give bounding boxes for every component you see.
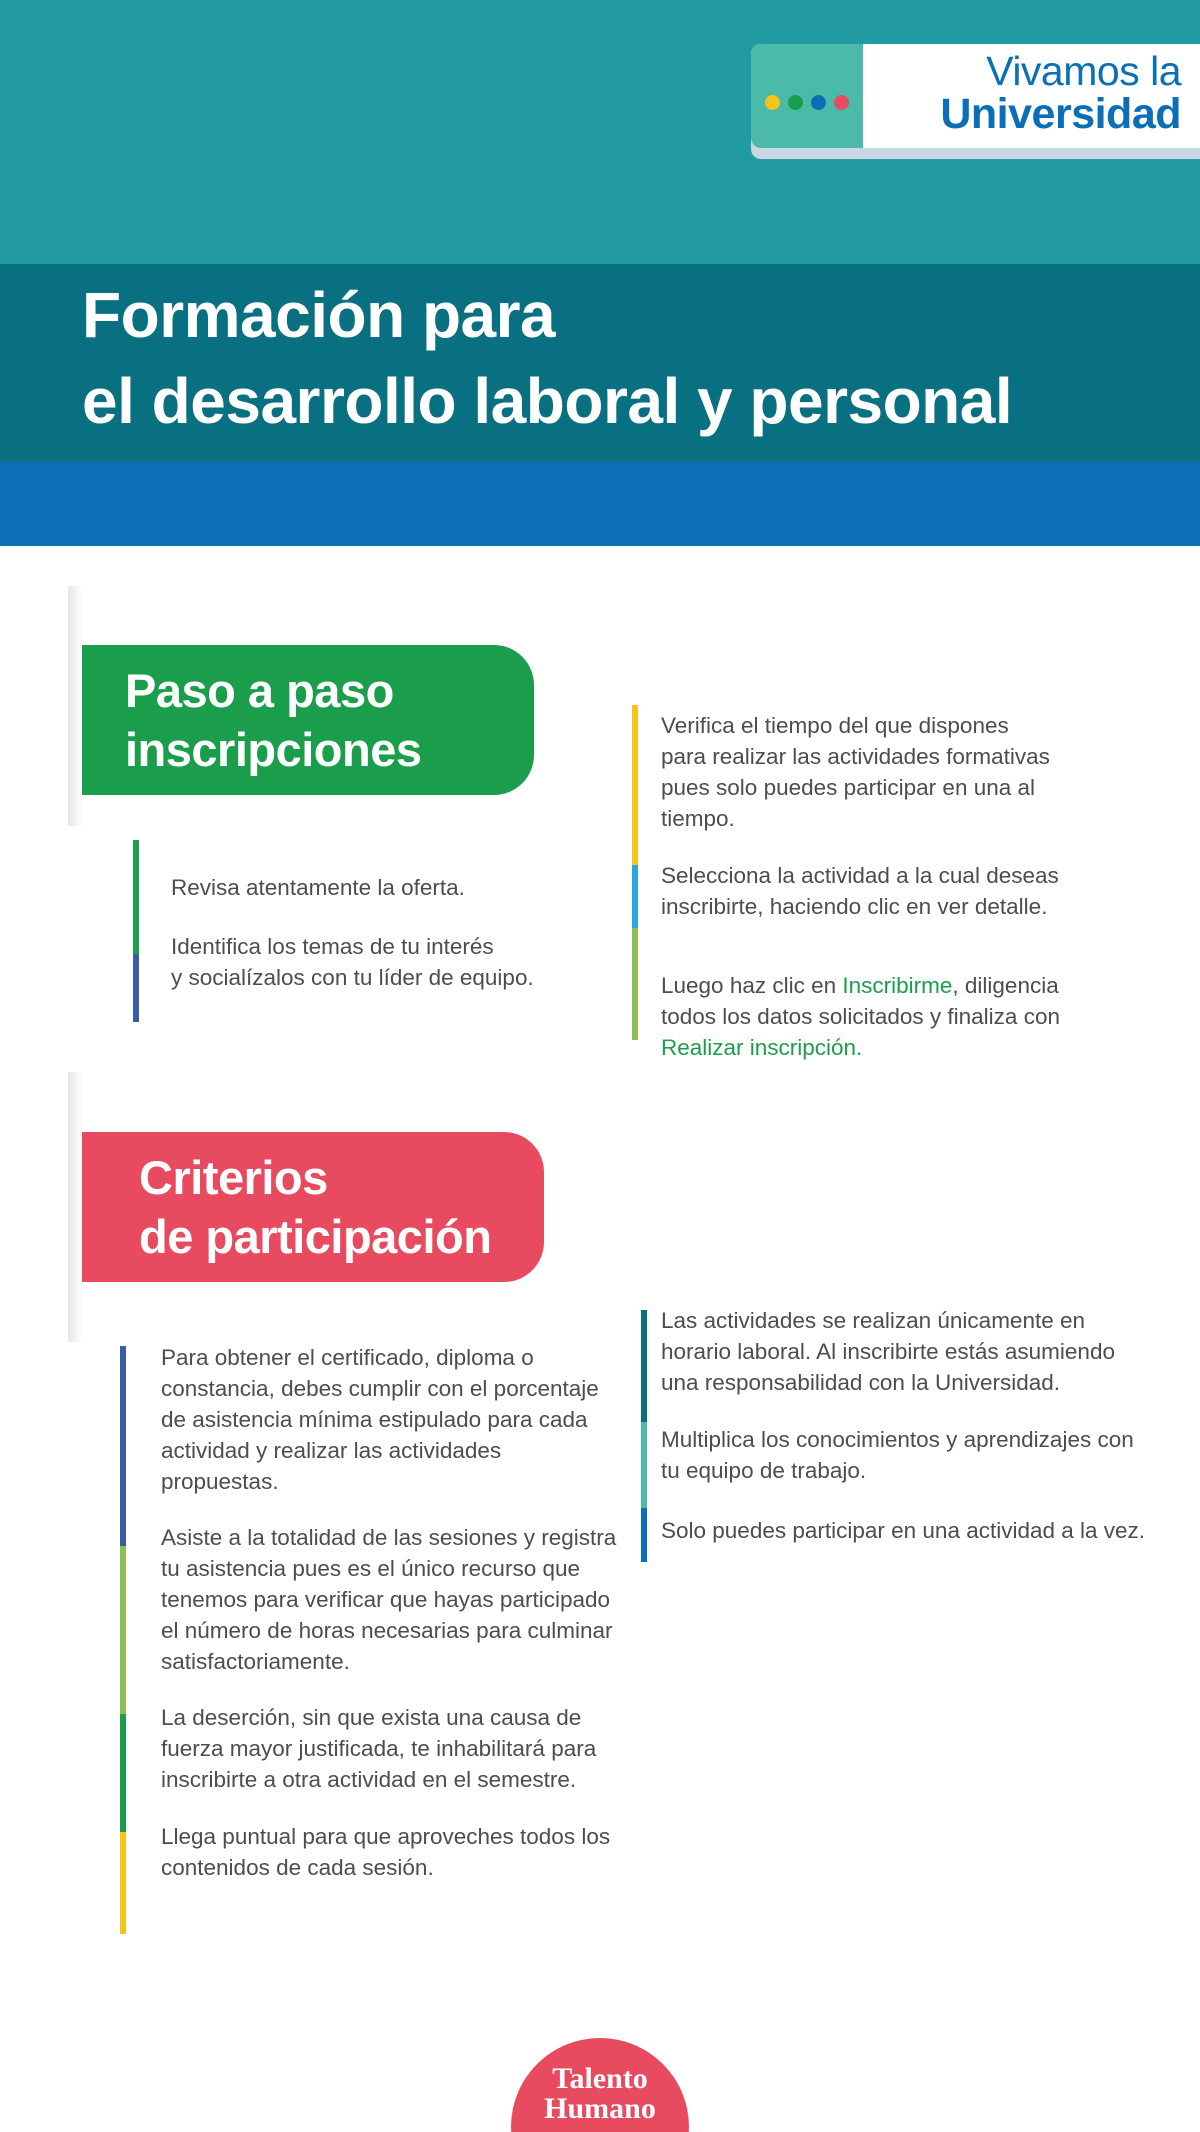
green-dot-icon xyxy=(788,95,803,110)
criteria-text: tu equipo de trabajo. xyxy=(661,1458,867,1483)
criteria-text: Para obtener el certificado, diploma o xyxy=(161,1345,534,1370)
criteria-text: constancia, debes cumplir con el porcentaje xyxy=(161,1376,599,1401)
criteria-item xyxy=(661,1305,1115,1398)
step-item xyxy=(171,872,465,903)
section-heading-criterios xyxy=(82,1132,544,1282)
step-item xyxy=(661,710,1050,834)
university-logo xyxy=(751,44,1200,148)
step-text: pues solo puedes participar en una al xyxy=(661,775,1036,800)
step-text: tiempo. xyxy=(661,806,735,831)
criteria-text: tenemos para verificar que hayas participado xyxy=(161,1587,611,1612)
realizar-inscripcion-highlight: Realizar inscripción. xyxy=(661,1035,863,1060)
step-item xyxy=(661,970,1060,1063)
accent-bar xyxy=(632,705,638,865)
criteria-text: una responsabilidad con la Universidad. xyxy=(661,1370,1061,1395)
logo-window-icon xyxy=(751,44,863,148)
criteria-text: Solo puedes participar en una actividad a la vez. xyxy=(661,1518,1146,1543)
step-text: para realizar las actividades formativas xyxy=(661,744,1050,769)
section-shadow xyxy=(68,1072,82,1342)
criteria-text: Multiplica los conocimientos y aprendizajes con xyxy=(661,1427,1134,1452)
criteria-item xyxy=(161,1342,599,1497)
criteria-text: el número de horas necesarias para culminar xyxy=(161,1618,613,1643)
step-text: todos los datos solicitados y finaliza con xyxy=(661,1004,1060,1029)
criteria-item xyxy=(161,1702,596,1795)
page-title xyxy=(82,272,1162,444)
accent-bar xyxy=(120,1714,126,1832)
criteria-item xyxy=(661,1515,1145,1546)
step-text: Verifica el tiempo del que dispones xyxy=(661,713,1009,738)
red-dot-icon xyxy=(834,95,849,110)
step-text: Identifica los temas de tu interés xyxy=(171,934,494,959)
criteria-text: satisfactoriamente. xyxy=(161,1649,350,1674)
criteria-text: fuerza mayor justificada, te inhabilitará para xyxy=(161,1736,597,1761)
page-title-line2: el desarrollo laboral y personal xyxy=(82,365,1013,437)
criteria-text: Las actividades se realizan únicamente en xyxy=(661,1308,1086,1333)
step-text: Revisa atentamente la oferta. xyxy=(171,875,465,900)
section-heading-line1: Paso a paso xyxy=(125,664,394,717)
section-heading-line2: inscripciones xyxy=(125,723,422,776)
accent-bar xyxy=(641,1422,647,1508)
accent-bar xyxy=(133,954,139,1022)
logo-text-line1: Vivamos la xyxy=(986,48,1181,94)
criteria-text: actividad y realizar las actividades xyxy=(161,1438,502,1463)
criteria-text: Asiste a la totalidad de las sesiones y registra xyxy=(161,1525,617,1550)
step-item xyxy=(171,931,534,993)
section-heading-inscripciones xyxy=(82,645,534,795)
section-heading-line2: de participación xyxy=(139,1210,492,1263)
yellow-dot-icon xyxy=(765,95,780,110)
criteria-text: propuestas. xyxy=(161,1469,279,1494)
accent-bar xyxy=(641,1310,647,1422)
step-text-middle: , diligencia xyxy=(952,973,1059,998)
badge-text xyxy=(511,2064,689,2124)
criteria-text: contenidos de cada sesión. xyxy=(161,1855,434,1880)
criteria-item xyxy=(161,1522,616,1677)
criteria-text: inscribirte a otra actividad en el semestre. xyxy=(161,1767,577,1792)
accent-bar xyxy=(632,928,638,1040)
badge-text-line2: Humano xyxy=(544,2092,656,2125)
step-text-prefix: Luego haz clic en xyxy=(661,973,843,998)
accent-bar xyxy=(120,1832,126,1934)
accent-bar xyxy=(641,1508,647,1562)
criteria-item xyxy=(661,1424,1134,1486)
blue-dot-icon xyxy=(811,95,826,110)
accent-bar xyxy=(632,865,638,928)
criteria-item xyxy=(161,1821,610,1883)
section-heading-line1: Criterios xyxy=(139,1151,328,1204)
step-text: Selecciona la actividad a la cual deseas xyxy=(661,863,1059,888)
accent-band xyxy=(0,462,1200,546)
accent-bar xyxy=(120,1546,126,1714)
step-item xyxy=(661,860,1059,922)
logo-text-line2: Universidad xyxy=(940,90,1181,138)
step-text: inscribirte, haciendo clic en ver detalle. xyxy=(661,894,1048,919)
accent-bar xyxy=(133,840,139,954)
step-text: y socialízalos con tu líder de equipo. xyxy=(171,965,534,990)
section-shadow xyxy=(68,586,82,826)
badge-text-line1: Talento xyxy=(552,2062,648,2095)
step-text xyxy=(661,970,1060,1001)
criteria-text: de asistencia mínima estipulado para cada xyxy=(161,1407,588,1432)
criteria-text: tu asistencia pues es el único recurso que xyxy=(161,1556,580,1581)
page-title-line1: Formación para xyxy=(82,279,556,351)
criteria-text: La deserción, sin que exista una causa de xyxy=(161,1705,582,1730)
accent-bar xyxy=(120,1346,126,1546)
criteria-text: horario laboral. Al inscribirte estás asumiendo xyxy=(661,1339,1115,1364)
criteria-text: Llega puntual para que aproveches todos los xyxy=(161,1824,611,1849)
inscribirme-highlight: Inscribirme xyxy=(842,973,953,998)
